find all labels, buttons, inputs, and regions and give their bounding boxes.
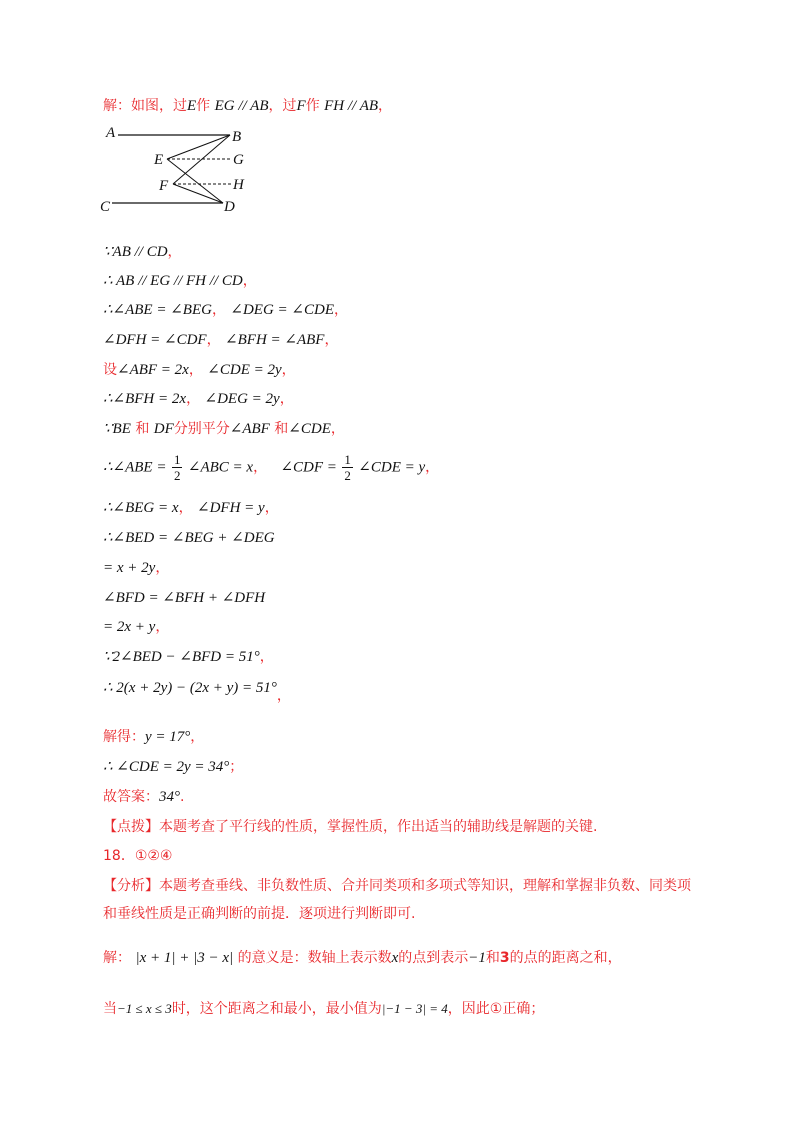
math: ∠BFD = ∠BFH + ∠DFH (103, 590, 266, 606)
step-line (103, 242, 182, 262)
label-b: B (232, 129, 242, 145)
step-line (103, 727, 204, 747)
tip-paragraph: 【点拨】本题考查了平行线的性质，掌握性质，作出适当的辅助线是解题的关键. (103, 819, 598, 835)
math: 34° (159, 789, 180, 805)
step-line (103, 558, 169, 578)
math: ∴ 2(x + 2y) − (2x + y) = 51° (103, 680, 277, 696)
math: |−1 − 3| = 4 (381, 1001, 448, 1016)
math: x (391, 950, 399, 966)
step-line (103, 588, 265, 608)
text: ， (324, 332, 339, 348)
step-line (103, 528, 275, 548)
text: ， (178, 500, 193, 516)
math: −1 ≤ x ≤ 3 (117, 1001, 172, 1016)
denominator: 2 (173, 468, 181, 483)
math: ∠DFH = ∠CDF (103, 332, 207, 348)
text: ， (167, 244, 182, 260)
math: −1 (468, 950, 486, 966)
text: 解： (103, 950, 131, 966)
text: ， (378, 98, 393, 114)
text: ， (211, 302, 226, 318)
step-line (103, 360, 296, 380)
text: ， (242, 273, 257, 289)
math: ∠DEG = ∠CDE (230, 302, 334, 318)
text: ， (155, 560, 170, 576)
math: y = 17° (145, 729, 191, 745)
text: 解：如图，过 (103, 98, 187, 114)
step-line (103, 617, 169, 637)
label-d: D (224, 199, 235, 215)
numerator: 1 (344, 452, 351, 467)
text: ； (229, 759, 244, 775)
math: ∠DFH = y (197, 500, 265, 516)
text: ， (425, 459, 440, 476)
text: ， (190, 729, 205, 745)
math: ∴ AB // EG // FH // CD (103, 273, 243, 289)
math: |x + 1| + |3 − x| (135, 950, 234, 966)
math: ∵AB // CD (103, 244, 168, 260)
math: ∴∠ABE = ∠BEG (103, 302, 212, 318)
number: 3 (499, 950, 510, 966)
math: ∠CDE (288, 421, 331, 437)
math: ∴ ∠CDE = 2y = 34° (103, 759, 230, 775)
analysis-paragraph: 【分析】本题考查垂线、非负数性质、合并同类项和多项式等知识，理解和掌握非负数、同类项和垂线性质是正确判断的前提．逐项进行判断即可. (103, 878, 691, 922)
text: ， (188, 362, 203, 378)
math: ∠CDF = (280, 459, 337, 476)
text: ， (206, 332, 221, 348)
math: ∵2∠BED − ∠BFD = 51° (103, 649, 260, 665)
numerator: 1 (173, 452, 181, 467)
label-a: A (106, 125, 116, 141)
math: ∠ABF (229, 421, 270, 437)
math: EG // AB (214, 98, 269, 114)
text: 时，这个距离之和最小，最小值为 (171, 1001, 382, 1017)
label-h: H (233, 177, 244, 193)
segment-fd (173, 184, 223, 203)
text: . (180, 789, 185, 805)
label-f: F (159, 178, 169, 194)
text: 故答案： (103, 789, 159, 805)
math: = 2x + y (103, 619, 156, 635)
text: 和 (485, 950, 500, 966)
step-line (103, 271, 257, 291)
text: 当 (103, 1001, 117, 1017)
solution-line (103, 948, 622, 968)
text: 作 (196, 98, 211, 114)
text: 的点的距离之和， (509, 950, 622, 966)
segment-bf (173, 135, 230, 184)
text: ，过 (268, 98, 297, 114)
geometry-figure (96, 124, 256, 216)
text: ， (281, 362, 296, 378)
math: FH // AB (324, 98, 379, 114)
question-number: 18．①②④ (103, 848, 173, 864)
step-line (103, 389, 294, 409)
step-line (103, 452, 439, 483)
text: 分别平分 (173, 421, 230, 437)
math: ∠DEG = 2y (204, 391, 280, 407)
label-e: E (154, 152, 164, 168)
text: ， (253, 459, 268, 476)
math: ∴∠BED = ∠BEG + ∠DEG (103, 530, 275, 546)
math: ∠CDE = y (358, 459, 426, 476)
step-line (103, 330, 338, 350)
math: ∠ABC = x (187, 459, 254, 476)
math: ∠ABF = 2x (117, 362, 189, 378)
math: ∵BE (103, 421, 131, 437)
text: ，因此①正确； (447, 1001, 545, 1017)
math: E (187, 98, 197, 114)
text: ， (186, 391, 201, 407)
text: 和 (274, 421, 289, 437)
fraction-half (172, 452, 183, 483)
step-line (103, 498, 279, 518)
solution-line (103, 999, 544, 1019)
step-line (103, 647, 274, 667)
step-line (103, 678, 291, 704)
math: ∠BFH = ∠ABF (225, 332, 325, 348)
label-g: G (233, 152, 244, 168)
solution-intro-line (103, 96, 392, 116)
denominator: 2 (344, 468, 351, 483)
text: ， (155, 619, 170, 635)
text: ， (279, 391, 294, 407)
math: ∴∠ABE = (103, 459, 167, 476)
text: 的点到表示 (398, 950, 469, 966)
text: ， (334, 302, 348, 318)
text: 解得： (103, 729, 145, 745)
text: 设 (103, 362, 117, 378)
segment-be (167, 135, 230, 159)
label-c: C (100, 199, 111, 215)
step-line (103, 300, 348, 320)
math: ∴∠BEG = x (103, 500, 179, 516)
text: ， (276, 688, 291, 704)
text: ， (264, 500, 279, 516)
math: = x + 2y (103, 560, 156, 576)
fraction-half (342, 452, 353, 483)
math: ∴∠BFH = 2x (103, 391, 187, 407)
text: 作 (305, 98, 320, 114)
step-line (103, 419, 345, 439)
math: DF (153, 421, 174, 437)
step-line (103, 757, 243, 777)
text: 的意义是：数轴上表示数 (237, 950, 392, 966)
answer-line (103, 787, 184, 807)
math: ∠CDE = 2y (207, 362, 282, 378)
text: 和 (135, 421, 150, 437)
math: F (296, 98, 306, 114)
text: ， (259, 649, 274, 665)
text: ， (330, 421, 345, 437)
